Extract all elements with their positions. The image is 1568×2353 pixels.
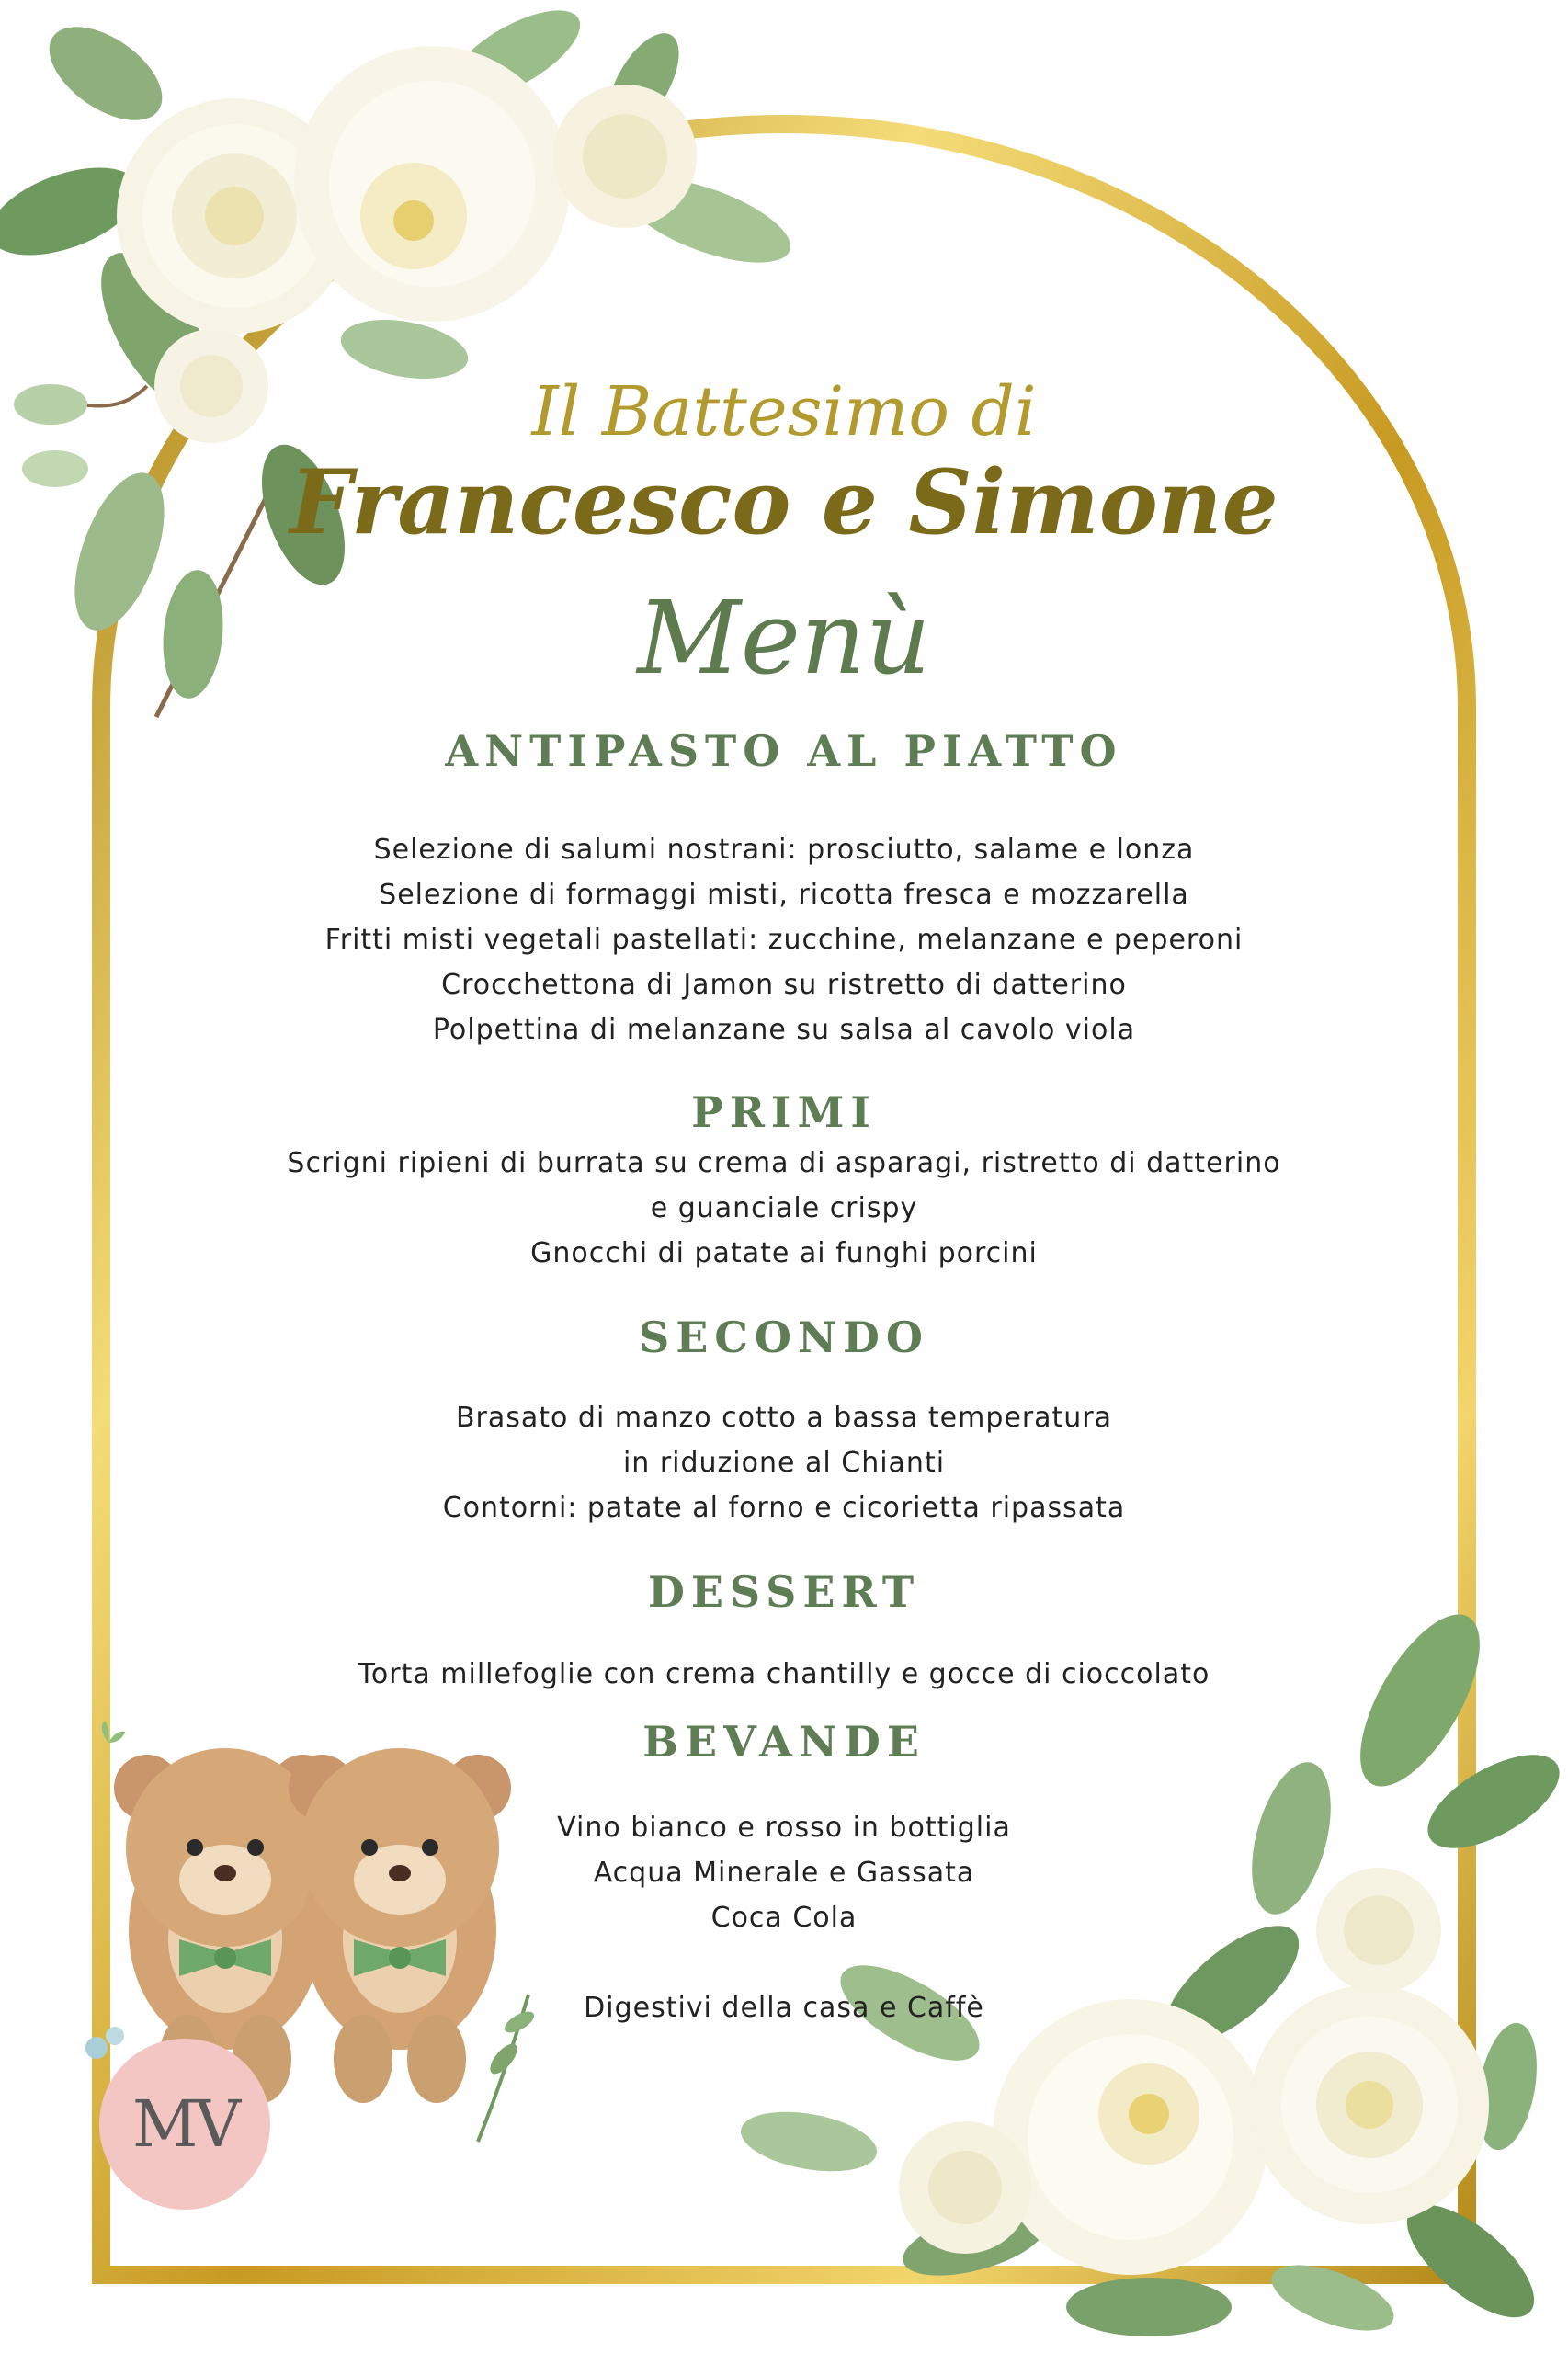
section-antipasto [165, 726, 1403, 1052]
menu-item: Selezione di formaggi misti, ricotta fresca e mozzarella [379, 879, 1189, 911]
menu-item: Scrigni ripieni di burrata su crema di asparagi, ristretto di datterino [287, 1147, 1281, 1179]
menu-item: Torta millefoglie con crema chantilly e gocce di cioccolato [358, 1658, 1210, 1690]
menu-content [165, 726, 1403, 2030]
section-heading-secondo: SECONDO [639, 1313, 929, 1362]
menu-item: Digestivi della casa e Caffè [584, 1992, 984, 2024]
section-heading-antipasto: ANTIPASTO AL PIATTO [445, 726, 1123, 776]
section-secondo [165, 1313, 1403, 1530]
logo-text: MV [131, 2086, 238, 2162]
butterfly-icon [102, 1721, 125, 1743]
menu-item: Fritti misti vegetali pastellati: zucchine, melanzane e peperoni [324, 924, 1244, 956]
menu-item: Crocchettona di Jamon su ristretto di datterino [441, 969, 1127, 1001]
section-heading-bevande: BEVANDE [642, 1717, 926, 1767]
menu-item: Brasato di manzo cotto a bassa temperatura [455, 1402, 1113, 1434]
menu-item: Coca Cola [710, 1902, 858, 1934]
menu-item: e guanciale crispy [650, 1192, 918, 1224]
menu-item: Contorni: patate al forno e cicorietta ripassata [442, 1492, 1126, 1524]
menu-item: Acqua Minerale e Gassata [593, 1857, 975, 1889]
invitation-subtitle: Il Battesimo di [531, 372, 1037, 451]
section-heading-dessert: DESSERT [647, 1567, 921, 1617]
menu-item: Gnocchi di patate ai funghi porcini [530, 1237, 1038, 1269]
menu-item: in riduzione al Chianti [622, 1447, 946, 1479]
mv-logo [99, 2039, 270, 2210]
menu-item: Vino bianco e rosso in bottiglia [557, 1812, 1011, 1844]
section-dessert [165, 1567, 1403, 1697]
spacer [165, 1940, 1403, 1985]
menu-heading: Menù [637, 579, 931, 697]
invitation-title: Francesco e Simone [290, 450, 1278, 554]
section-bevande [165, 1717, 1403, 2030]
menu-item: Selezione di salumi nostrani: prosciutto, salame e lonza [373, 834, 1195, 866]
section-primi [165, 1087, 1403, 1276]
menu-item: Polpettina di melanzane su salsa al cavolo viola [432, 1014, 1136, 1046]
section-heading-primi: PRIMI [691, 1087, 877, 1137]
